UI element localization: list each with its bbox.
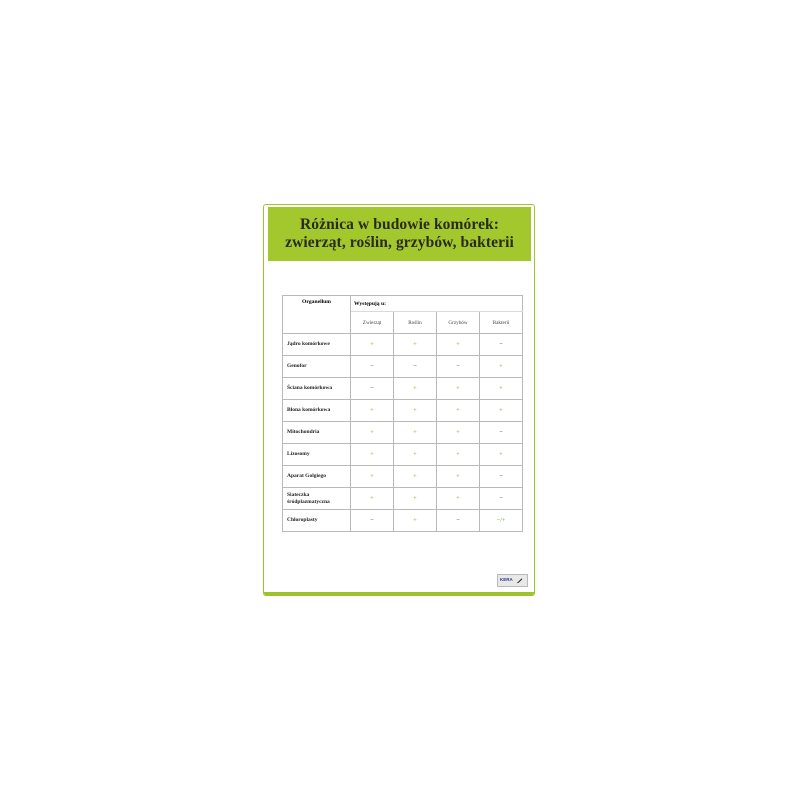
- table-row: [283, 334, 523, 356]
- presence-cell: +: [351, 400, 394, 422]
- table-container: [282, 295, 522, 532]
- presence-cell: +: [437, 334, 480, 356]
- header-group: Występują u:: [351, 296, 523, 312]
- header-column: Bakterii: [480, 312, 523, 334]
- organelle-label: Ściana komórkowa: [283, 378, 351, 400]
- presence-cell: +: [394, 400, 437, 422]
- presence-cell: −: [480, 422, 523, 444]
- header-column: Roślin: [394, 312, 437, 334]
- table-row: [283, 378, 523, 400]
- table-row: [283, 488, 523, 510]
- header-column: Zwierząt: [351, 312, 394, 334]
- presence-cell: +: [437, 422, 480, 444]
- header-column: Grzybów: [437, 312, 480, 334]
- presence-cell: +: [394, 334, 437, 356]
- presence-cell: −: [480, 466, 523, 488]
- table-row: [283, 400, 523, 422]
- table-row: [283, 444, 523, 466]
- organelle-label: Jądro komórkowe: [283, 334, 351, 356]
- table-row: [283, 466, 523, 488]
- presence-cell: −/+: [480, 510, 523, 532]
- presence-cell: +: [437, 378, 480, 400]
- presence-cell: −: [351, 356, 394, 378]
- presence-cell: +: [394, 444, 437, 466]
- publisher-logo: [497, 574, 528, 587]
- presence-cell: +: [437, 488, 480, 510]
- presence-cell: +: [394, 378, 437, 400]
- table-row: [283, 510, 523, 532]
- pen-icon: [516, 577, 523, 584]
- presence-cell: +: [480, 356, 523, 378]
- poster-bottom-bar: [263, 592, 535, 596]
- organelle-label: Mitochondria: [283, 422, 351, 444]
- presence-cell: +: [351, 466, 394, 488]
- table-row: [283, 356, 523, 378]
- presence-cell: +: [351, 488, 394, 510]
- presence-cell: −: [351, 510, 394, 532]
- presence-cell: +: [394, 422, 437, 444]
- presence-cell: +: [394, 488, 437, 510]
- organelle-label: Błona komórkowa: [283, 400, 351, 422]
- presence-cell: +: [480, 378, 523, 400]
- presence-cell: −: [437, 510, 480, 532]
- presence-cell: −: [480, 334, 523, 356]
- presence-cell: −: [394, 356, 437, 378]
- header-organellum: Organellum: [283, 296, 351, 334]
- presence-cell: +: [437, 444, 480, 466]
- logo-text: KERA: [500, 577, 513, 582]
- presence-cell: +: [394, 466, 437, 488]
- organelle-label: Chloroplasty: [283, 510, 351, 532]
- title-banner: [268, 207, 531, 261]
- presence-cell: −: [351, 378, 394, 400]
- presence-cell: +: [351, 422, 394, 444]
- table-row: [283, 422, 523, 444]
- presence-cell: +: [351, 334, 394, 356]
- poster: [263, 204, 535, 596]
- organelle-label: Siateczka śródplazmatyczna: [283, 488, 351, 510]
- presence-cell: +: [480, 444, 523, 466]
- presence-cell: −: [437, 356, 480, 378]
- organelle-label: Aparat Golgiego: [283, 466, 351, 488]
- presence-cell: +: [437, 400, 480, 422]
- presence-cell: +: [437, 466, 480, 488]
- organelle-label: Genofor: [283, 356, 351, 378]
- presence-cell: +: [351, 444, 394, 466]
- poster-title-line2: zwierząt, roślin, grzybów, bakterii: [285, 234, 514, 251]
- organelle-label: Lizosomy: [283, 444, 351, 466]
- presence-cell: +: [480, 400, 523, 422]
- poster-title-line1: Różnica w budowie komórek:: [299, 216, 500, 233]
- presence-cell: −: [480, 488, 523, 510]
- presence-cell: +: [394, 510, 437, 532]
- organelle-table: [282, 295, 523, 532]
